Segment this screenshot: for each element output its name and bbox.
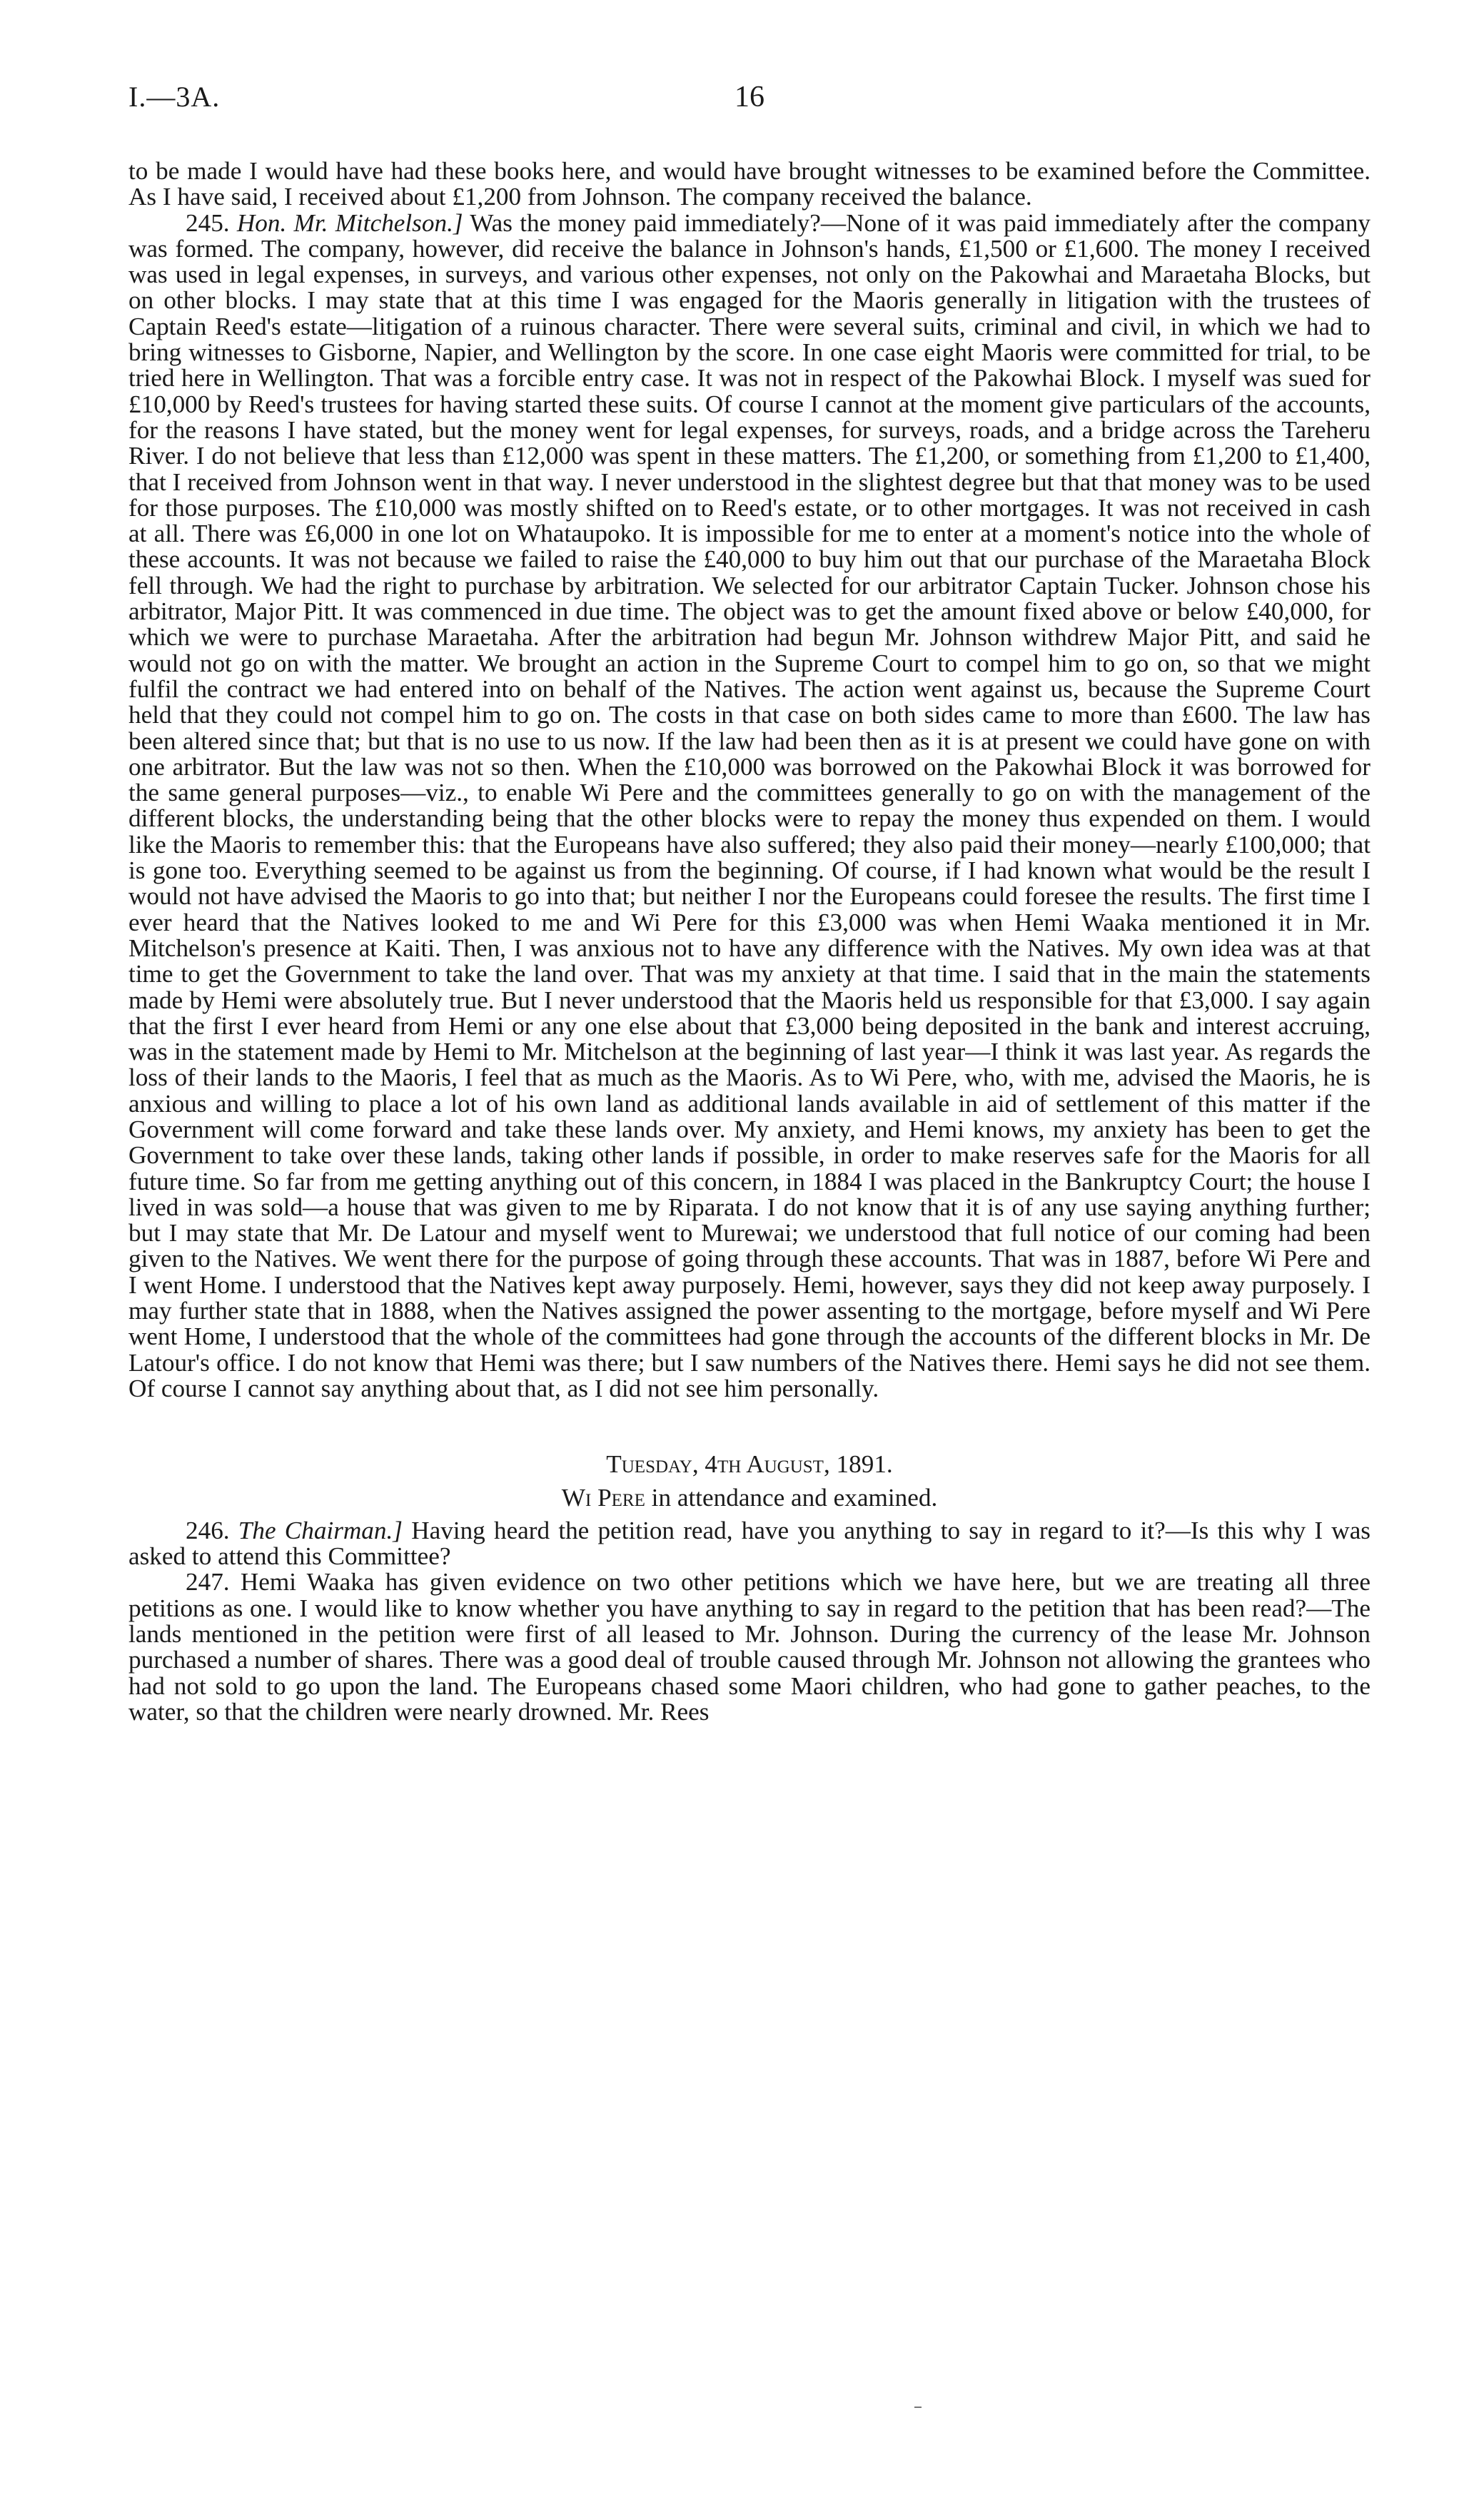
paragraph-247	[128, 1569, 1371, 1725]
paragraph-245	[128, 208, 1371, 1402]
witness-name: Wi Pere	[561, 1483, 645, 1512]
document-reference: I.—3A.	[128, 81, 221, 113]
page-number: 16	[735, 81, 764, 113]
paragraph-text: to be made I would have had these books here, and would have brought witnesses to be examined before the Committee. As I have said, I received about £1,200 from Johnson. The company received the balance.	[128, 157, 1371, 211]
paragraph-text: Was the money paid immediately?—None of it was paid immediately after the company was formed. The company, however, did receive the balance in Johnson's hands, £1,500 or £1,600. The money I received was used in legal expenses, in surveys, and various other expenses, not only on the Pakowhai and Maraetaha Blocks, but on other blocks. I may state that at this time I was engaged for the Maoris generally in litigation with the trustees of Captain Reed's estate—litigation of a ruinous character. There were several suits, criminal and civil, in which we had to bring witnesses to Gisborne, Napier, and Wellington by the score. In one case eight Maoris were committed for trial, to be tried here in Wellington. That was a forcible entry case. It was not in respect of the Pakowhai Block. I myself was sued for £10,000 by Reed's trustees for having started these suits. Of course I cannot at the moment give particulars of the accounts, for the reasons I have stated, but the money went for legal expenses, for surveys, roads, and a bridge across the Tareheru River. I do not believe that less than £12,000 was spent in these matters. The £1,200, or something from £1,200 to £1,400, that I received from Johnson went in that way. I never understood in the slightest degree but that that money was to be used for those purposes. The £10,000 was mostly shifted on to Reed's estate, or to other mortgages. It was not received in cash at all. There was £6,000 in one lot on Whataupoko. It is impossible for me to enter at a moment's notice into the whole of these accounts. It was not because we failed to raise the £40,000 to buy him out that our purchase of the Maraetaha Block fell through. We had the right to purchase by arbitration. We selected for our arbitrator Captain Tucker. Johnson chose his arbitrator, Major Pitt. It was commenced in due time. The object was to get the amount fixed above or below £40,000, for which we were to purchase Maraetaha. After the arbitration had begun Mr. Johnson withdrew Major Pitt, and said he would not go on with the matter. We brought an action in the Supreme Court to compel him to go on, so that we might fulfil the contract we had entered into on behalf of the Natives. The action went against us, because the Supreme Court held that they could not compel him to go on. The costs in that case on both sides came to more than £600. The law has been altered since that; but that is no use to us now. If the law had been then as it is at present we could have gone on with one arbitrator. But the law was not so then. When the £10,000 was borrowed on the Pakowhai Block it was borrowed for the same general purposes—viz., to enable Wi Pere and the committees generally to go on with the management of the different blocks, the understanding being that the other blocks were to repay the money thus expended on them. I would like the Maoris to remember this: that the Europeans have also suffered; they also paid their money—nearly £100,000; that is gone too. Everything seemed to be against us from the beginning. Of course, if I had known what would be the result I would not have advised the Maoris to go into that; but neither I nor the Europeans could foresee the results. The first time I ever heard that the Natives looked to me and Wi Pere for this £3,000 was when Hemi Waaka mentioned it in Mr. Mitchelson's presence at Kaiti. Then, I was anxious not to have any difference with the Natives. My own idea was at that time to get the Government to take the land over. That was my anxiety at that time. I said that in the main the statements made by Hemi were absolutely true. But I never understood that the Maoris held us responsible for that £3,000. I say again that the first I ever heard from Hemi or any one else about that £3,000 being deposited in the bank and interest accruing, was in the statement made by Hemi to Mr. Mitchelson at the beginning of last year—I think it was last year. As regards the loss of their lands to the Maoris, I feel that as much as the Maoris. As to Wi Pere, who, with me, advised the Maoris, he is anxious and willing to place a lot of his own land as additional lands available in aid of settlement of this matter if the Government will come forward and take these lands over. My anxiety, and Hemi knows, my anxiety has been to get the Government to take over these lands, taking other lands if possible, in order to make reserves safe for the Maoris for all future time. So far from me getting anything out of this concern, in 1884 I was placed in the Bankruptcy Court; the house I lived in was sold—a house that was given to me by Riparata. I do not know that it is of any use saying anything further; but I may state that Mr. De Latour and myself went to Murewai; we understood that full notice of our coming had been given to the Natives. We went there for the purpose of going through these accounts. That was in 1887, before Wi Pere and I went Home. I understood that the Natives kept away purposely. Hemi, however, says they did not keep away purposely. I may further state that in 1888, when the Natives assigned the power assenting to the mortgage, before myself and Wi Pere went Home, I understood that the whole of the committees had gone through the accounts of the different blocks in Mr. De Latour's office. I do not know that Hemi was there; but I saw numbers of the Natives there. Hemi says he did not see them. Of course I cannot say anything about that, as I did not see him personally.	[128, 208, 1371, 1402]
document-body	[128, 158, 1371, 1725]
question-number: 245.	[186, 208, 230, 237]
paragraph-continuation	[128, 158, 1371, 211]
paragraph-246	[128, 1518, 1371, 1570]
paragraph-text: Hemi Waaka has given evidence on two other petitions which we have here, but we are treating all three petitions as one. I would like to know whether you have anything to say in regard to the petition that has been read?—The lands mentioned in the petition were first of all leased to Mr. Johnson. During the currency of the lease Mr. Johnson purchased a number of shares. There was a good deal of trouble caused through Mr. Johnson not allowing the grantees who had not sold to go upon the land. The Europeans chased some Maori children, who had gone to gather peaches, to the water, so that the children were nearly drowned. Mr. Rees	[128, 1568, 1371, 1726]
speaker: Hon. Mr. Mitchelson.]	[236, 208, 463, 237]
paragraph-text: Having heard the petition read, have you anything to say in regard to it?—Is this why I was asked to attend this Committee?	[128, 1516, 1371, 1571]
page-header	[128, 80, 1371, 123]
session-date: Tuesday, 4th August, 1891.	[606, 1450, 893, 1479]
print-mark	[914, 2407, 922, 2408]
witness-status: in attendance and examined.	[651, 1483, 938, 1512]
speaker: The Chairman.]	[238, 1516, 403, 1544]
witness-line	[128, 1485, 1371, 1511]
question-number: 246.	[186, 1516, 230, 1544]
question-number: 247.	[186, 1568, 230, 1596]
